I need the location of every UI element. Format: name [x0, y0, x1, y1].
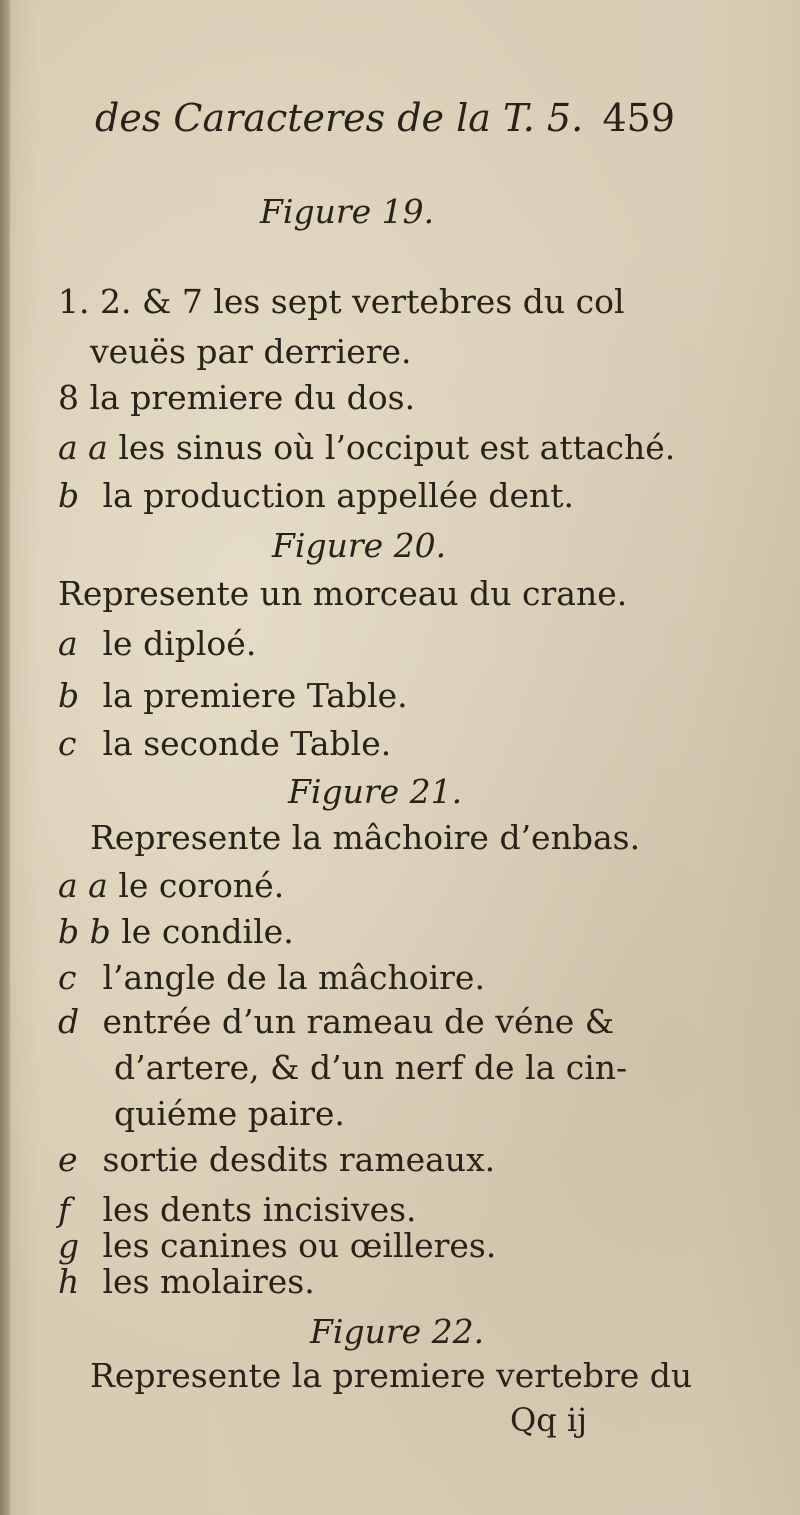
text-line: 8 la premiere du dos.	[58, 378, 416, 417]
figure-heading: Figure 19.	[260, 192, 435, 231]
legend-text: les dents incisives.	[102, 1190, 417, 1229]
legend-key: e	[58, 1140, 78, 1179]
text-line: 1. 2. & 7 les sept vertebres du col	[58, 282, 625, 321]
text-line: d’artere, & d’un nerf de la cin-	[114, 1048, 628, 1087]
legend-key: g	[58, 1226, 80, 1265]
legend-key: a a	[58, 428, 108, 467]
legend-key: f	[58, 1190, 71, 1229]
legend-key: c	[58, 724, 77, 763]
legend-entry	[58, 1140, 495, 1180]
legend-key: h	[58, 1262, 80, 1301]
legend-text: le condile.	[121, 912, 294, 951]
legend-text: le coroné.	[118, 866, 285, 905]
legend-text: entrée d’un rameau de véne &	[102, 1002, 615, 1041]
figure-heading: Figure 20.	[272, 526, 447, 565]
legend-text: le diploé.	[102, 624, 257, 663]
legend-text: sortie desdits rameaux.	[102, 1140, 496, 1179]
text-line: veuës par derriere.	[90, 332, 412, 371]
page-number: 459	[602, 96, 675, 140]
legend-text: les sinus où l’occiput est attaché.	[118, 428, 676, 467]
legend-entry	[58, 724, 391, 764]
running-title: des Caracteres de la T. 5.	[95, 96, 584, 140]
legend-entry	[58, 1190, 417, 1230]
legend-entry	[58, 1002, 614, 1042]
legend-text: la seconde Table.	[102, 724, 392, 763]
legend-key: a a	[58, 866, 108, 905]
legend-text: la production appellée dent.	[102, 476, 575, 515]
legend-text: la premiere Table.	[102, 676, 408, 715]
legend-text: l’angle de la mâchoire.	[102, 958, 485, 997]
legend-entry	[58, 1262, 315, 1302]
page-gutter	[0, 0, 10, 1515]
legend-entry	[58, 1226, 496, 1266]
text-line: Represente la premiere vertebre du	[90, 1356, 693, 1395]
figure-heading: Figure 22.	[310, 1312, 485, 1351]
legend-entry	[58, 958, 485, 998]
legend-entry	[58, 676, 408, 716]
legend-key: d	[58, 1002, 80, 1041]
legend-key: c	[58, 958, 77, 997]
legend-entry	[58, 866, 284, 906]
legend-entry	[58, 912, 294, 952]
legend-key: b	[58, 676, 80, 715]
signature-mark: Qq ij	[510, 1401, 588, 1439]
figure-heading: Figure 21.	[288, 772, 463, 811]
text-line: quiéme paire.	[114, 1094, 345, 1133]
legend-key: b b	[58, 912, 111, 951]
text-line: Represente un morceau du crane.	[58, 574, 628, 613]
legend-entry	[58, 476, 574, 516]
legend-entry	[58, 428, 675, 468]
running-header	[95, 96, 675, 156]
legend-text: les canines ou œilleres.	[102, 1226, 497, 1265]
legend-key: a	[58, 624, 78, 663]
text-line: Represente la mâchoire d’enbas.	[90, 818, 641, 857]
legend-key: b	[58, 476, 80, 515]
legend-entry	[58, 624, 256, 664]
legend-text: les molaires.	[102, 1262, 315, 1301]
